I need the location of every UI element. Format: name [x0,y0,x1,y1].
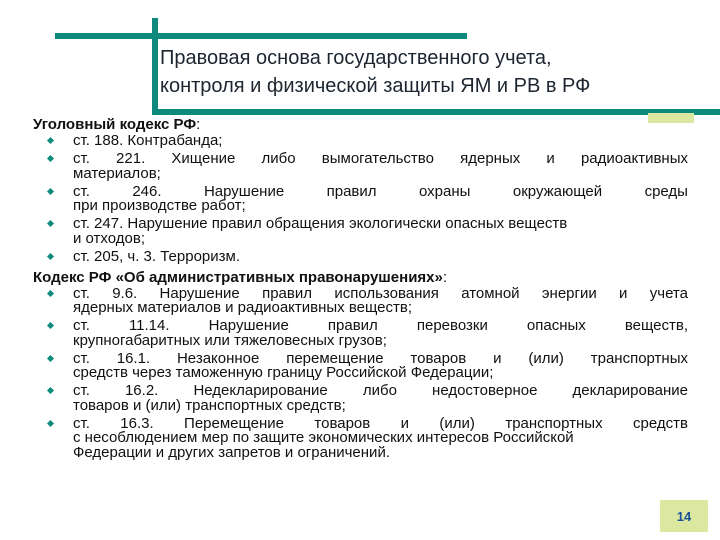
list-item: ст. 188. Контрабанда; [33,134,688,149]
bullet-icon [47,252,54,259]
bullet-icon [47,354,54,361]
list-item: ст. 11.14. Нарушение правил перевозки опасных веществ, крупногабаритных или тяжеловесных грузов; [33,319,688,348]
section-list [33,134,688,264]
list-item: ст. 16.3. Перемещение товаров и (или) транспортных средств с несоблюдением мер по защите экономических интересов Российской Федерации и других запретов и ограничений. [33,417,688,461]
title-line-1: Правовая основа государственного учета, [160,47,552,69]
list-item: ст. 16.1. Незаконное перемещение товаров и (или) транспортных средств через таможенную границу Российской Федерации; [33,352,688,381]
list-item: ст. 16.2. Недекларирование либо недостоверное декларирование товаров и (или) транспортных средств; [33,384,688,413]
bullet-icon [47,322,54,329]
bullet-icon [47,289,54,296]
bullet-icon [47,387,54,394]
bullet-icon [47,187,54,194]
decor-bar-top [55,33,467,39]
section-list [33,284,688,461]
list-item: ст. 246. Нарушение правил охраны окружающей среды при производстве работ; [33,185,688,214]
section-heading: Уголовный кодекс РФ: [33,116,201,133]
slide-title [160,44,715,100]
title-line-2: контроля и физической защиты ЯМ и РВ в РФ [160,75,591,97]
bullet-icon [47,220,54,227]
list-item: ст. 221. Хищение либо вымогательство ядерных и радиоактивных материалов; [33,152,688,181]
decor-bar-left [152,18,158,115]
section-heading: Кодекс РФ «Об административных правонарушениях»: [33,268,448,286]
list-item: ст. 9.6. Нарушение правил использования атомной энергии и учета ядерных материалов и радиоактивных веществ; [33,287,688,316]
list-item: ст. 247. Нарушение правил обращения экологически опасных веществ и отходов; [33,217,688,246]
bullet-icon [47,155,54,162]
list-item: ст. 205, ч. 3. Терроризм. [33,250,688,265]
bullet-icon [47,419,54,426]
bullet-icon [47,137,54,144]
page-number: 14 [660,500,708,532]
slide-body [33,115,688,464]
